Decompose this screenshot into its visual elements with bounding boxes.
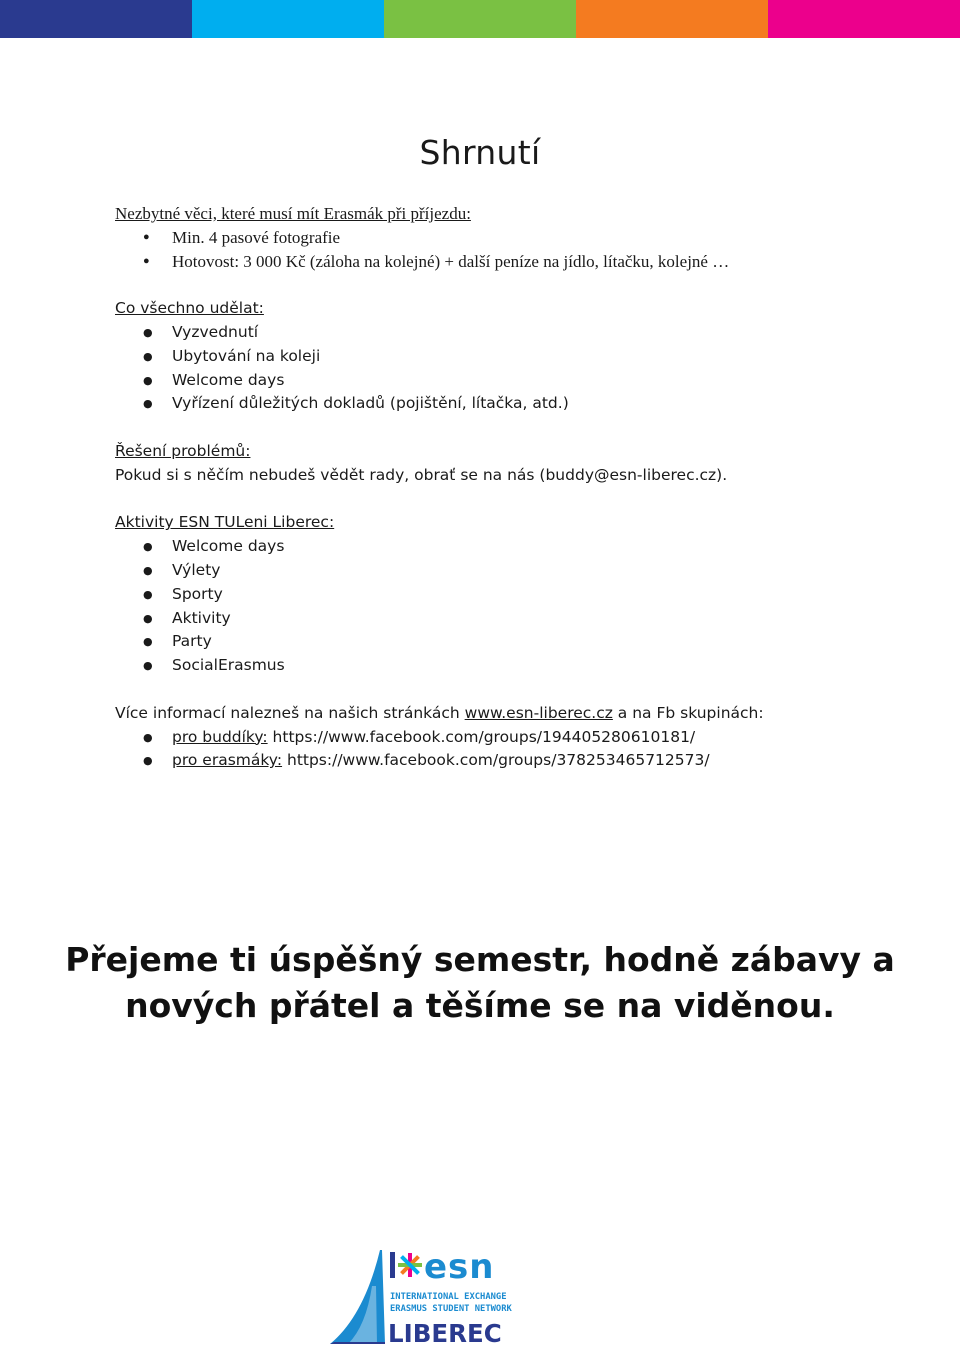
- fb-groups-list: [115, 726, 935, 774]
- esn-liberec-logo: [328, 1246, 538, 1346]
- color-bar-cyan: [192, 0, 384, 38]
- list-item: [115, 726, 935, 750]
- list-item: ● Min. 4 pasové fotografie: [115, 226, 935, 250]
- bullet-icon: ●: [143, 563, 153, 577]
- erasmus-group-url[interactable]: https://www.facebook.com/groups/378253465712573/: [282, 751, 710, 770]
- todo-heading: Co všechno udělat:: [115, 299, 264, 318]
- esn-tagline-2: ERASMUS STUDENT NETWORK: [390, 1304, 512, 1314]
- bullet-icon: ●: [143, 397, 153, 411]
- activities-heading: Aktivity ESN TULeni Liberec:: [115, 513, 335, 532]
- list-item: ● Ubytování na koleji: [115, 345, 935, 369]
- list-item: ● Welcome days: [115, 535, 935, 559]
- color-bar: [0, 0, 960, 38]
- problems-text: Pokud si s něčím nebudeš vědět rady, obrať se na nás (buddy@esn-liberec.cz).: [115, 465, 728, 484]
- bullet-icon: ●: [143, 325, 153, 339]
- list-item: ● Hotovost: 3 000 Kč (záloha na kolejné) + další peníze na jídlo, lítačku, kolejné …: [115, 250, 935, 274]
- erasmus-group-label[interactable]: pro erasmáky:: [172, 751, 283, 770]
- list-item: ● Aktivity: [115, 607, 935, 631]
- todo-list: [115, 321, 935, 416]
- arrival-list: [115, 226, 935, 274]
- buddy-group-label[interactable]: pro buddíky:: [172, 727, 268, 746]
- bullet-icon: ●: [143, 254, 150, 267]
- list-item: ● Vyřízení důležitých dokladů (pojištění, lítačka, atd.): [115, 392, 935, 416]
- bullet-icon: ●: [143, 635, 153, 649]
- bullet-icon: ●: [143, 659, 153, 673]
- color-bar-navy: [0, 0, 192, 38]
- buddy-group-url[interactable]: https://www.facebook.com/groups/194405280610181/: [267, 727, 696, 746]
- bullet-icon: ●: [143, 230, 150, 243]
- problems-heading: Řešení problémů:: [115, 441, 251, 460]
- esn-star-icon: [390, 1252, 422, 1278]
- list-item: ● Výlety: [115, 559, 935, 583]
- activities-list: [115, 535, 935, 678]
- bullet-icon: ●: [143, 611, 153, 625]
- color-bar-green: [384, 0, 576, 38]
- esn-wordmark: esn: [424, 1247, 495, 1287]
- bullet-icon: ●: [143, 587, 153, 601]
- summary-content: [115, 202, 935, 773]
- list-item: ● Party: [115, 630, 935, 654]
- more-info-line: Více informací nalezneš na našich stránkách www.esn-liberec.cz a na Fb skupinách:: [115, 703, 764, 722]
- color-bar-magenta: [768, 0, 960, 38]
- bullet-icon: ●: [143, 730, 153, 744]
- arrival-heading: Nezbytné věci, které musí mít Erasmák při příjezdu:: [115, 204, 471, 223]
- website-link[interactable]: www.esn-liberec.cz: [464, 703, 613, 722]
- closing-message: Přejeme ti úspěšný semestr, hodně zábavy a nových přátel a těšíme se na viděnou.: [65, 940, 895, 1025]
- bullet-icon: ●: [143, 540, 153, 554]
- list-item: ● Vyzvednutí: [115, 321, 935, 345]
- list-item: [115, 749, 935, 773]
- esn-tagline-1: INTERNATIONAL EXCHANGE: [390, 1292, 507, 1302]
- bullet-icon: ●: [143, 349, 153, 363]
- color-bar-orange: [576, 0, 768, 38]
- page-title: Shrnutí: [419, 133, 541, 172]
- list-item: ● Welcome days: [115, 369, 935, 393]
- list-item: ● SocialErasmus: [115, 654, 935, 678]
- liberec-wordmark: LIBEREC: [388, 1319, 502, 1346]
- list-item: ● Sporty: [115, 583, 935, 607]
- bullet-icon: ●: [143, 373, 153, 387]
- liberec-tower-icon: [330, 1250, 385, 1344]
- bullet-icon: ●: [143, 754, 153, 768]
